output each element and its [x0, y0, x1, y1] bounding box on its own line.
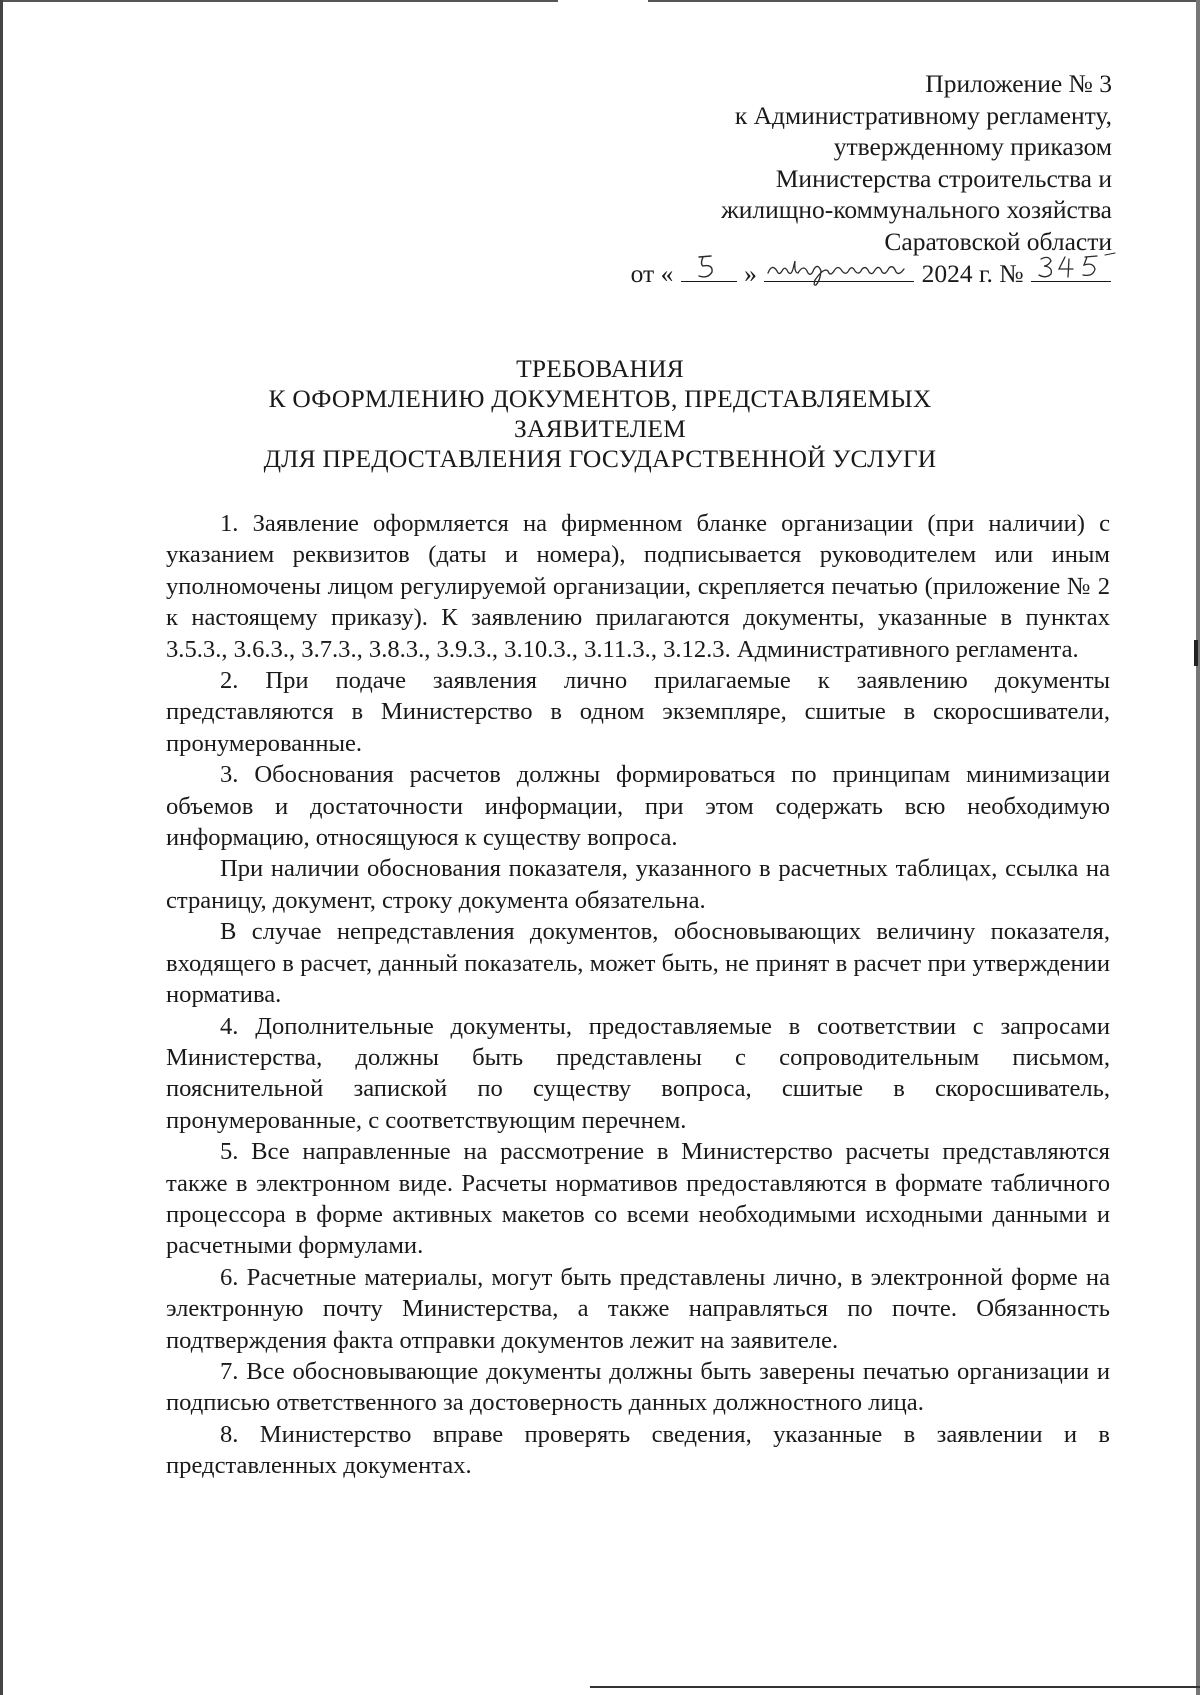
handwritten-month: [764, 257, 914, 282]
approval-line-6: Саратовской области: [884, 226, 1112, 256]
paragraph-2: 2. При подаче заявления лично прилагаемые к заявлению документы представляются в Министерство в одном экземпляре, сшитые в скоросшиватели, пронумерованные.: [166, 667, 1110, 757]
appendix-number: Приложение № 3: [925, 69, 1112, 98]
date-quote-close: »: [744, 259, 757, 288]
handwritten-day-ink: [681, 251, 737, 281]
paragraph-8: 8. Министерство вправе проверять сведения, указанные в заявлении и в представленных документах.: [166, 1420, 1110, 1480]
handwritten-day: [681, 257, 737, 282]
title-line-4: ДЛЯ ПРЕДОСТАВЛЕНИЯ ГОСУДАРСТВЕННОЙ УСЛУГИ: [263, 444, 937, 473]
paragraph-7: 7. Все обосновывающие документы должны быть заверены печатью организации и подписью ответственного за достоверность данных должностного лица.: [166, 1357, 1110, 1417]
paragraph-3-note-reference: При наличии обоснования показателя, указанного в расчетных таблицах, ссылка на страницу, документ, строку документа обязательна.: [166, 855, 1110, 914]
document-title: [160, 354, 1040, 474]
paragraph-4: 4. Дополнительные документы, предоставляемые в соответствии с запросами Министерства, должны быть представлены с сопроводительным письмом, пояснительной запиской по существу вопроса, сшитые в скоросшиватель, пронумерованные, с соответствующим перечнем.: [166, 1012, 1110, 1134]
handwritten-number: [1031, 257, 1111, 282]
scan-edge-bottom: [590, 1686, 1200, 1688]
paragraph-1: 1. Заявление оформляется на фирменном бланке организации (при наличии) с указанием реквизитов (даты и номера), подписывается руководителем или иным уполномочены лицом регулируемой организации, скрепляется печатью (приложение № 2 к настоящему приказу). К заявлению прилагаются документы, указанные в пунктах 3.5.3., 3.6.3., 3.7.3., 3.8.3., 3.9.3., 3.10.3., 3.11.3., 3.12.3. Административного регламента.: [166, 510, 1110, 663]
paragraph-3-note-absence: В случае непредставления документов, обосновывающих величину показателя, входящего в расчет, данный показатель, может быть, не принят в расчет при утверждении норматива.: [166, 918, 1110, 1009]
paragraph-5: 5. Все направленные на рассмотрение в Министерство расчеты представляются также в электронном виде. Расчеты нормативов предоставляются в формате табличного процессора в форме активных макетов со всеми необходимыми исходными данными и расчетными формулами.: [166, 1138, 1110, 1260]
approval-line-2: к Административному регламенту,: [734, 100, 1112, 130]
approval-line-5: жилищно-коммунального хозяйства: [721, 195, 1112, 224]
title-line-2: К ОФОРМЛЕНИЮ ДОКУМЕНТОВ, ПРЕДСТАВЛЯЕМЫХ: [268, 384, 932, 413]
paragraph-3: 3. Обоснования расчетов должны формироваться по принципам минимизации объемов и достаточности информации, при этом содержать всю необходимую информацию, относящуюся к существу вопроса.: [166, 761, 1110, 852]
handwritten-month-ink: [764, 251, 914, 287]
scan-edge-right: [1196, 0, 1200, 1695]
handwritten-number-ink: [1031, 251, 1121, 281]
scan-edge-left: [0, 0, 3, 1695]
title-line-3: ЗАЯВИТЕЛЕМ: [514, 414, 686, 443]
approval-date-line: [552, 257, 1112, 290]
approval-header: [552, 68, 1112, 290]
title-line-1: ТРЕБОВАНИЯ: [516, 354, 684, 383]
document-body: [166, 508, 1110, 1482]
year-and-number-label: 2024 г. №: [921, 259, 1024, 288]
paragraph-6: 6. Расчетные материалы, могут быть представлены лично, в электронной форме на электронную почту Министерства, а также направляться по почте. Обязанность подтверждения факта отправки документов лежит на заявителе.: [166, 1263, 1110, 1354]
approval-line-4: Министерства строительства и: [775, 163, 1112, 193]
scan-mark-right: [1194, 640, 1198, 666]
approval-line-3: утвержденному приказом: [833, 132, 1112, 161]
scan-edge-top-gap: [558, 0, 648, 3]
date-prefix: от «: [630, 259, 674, 288]
